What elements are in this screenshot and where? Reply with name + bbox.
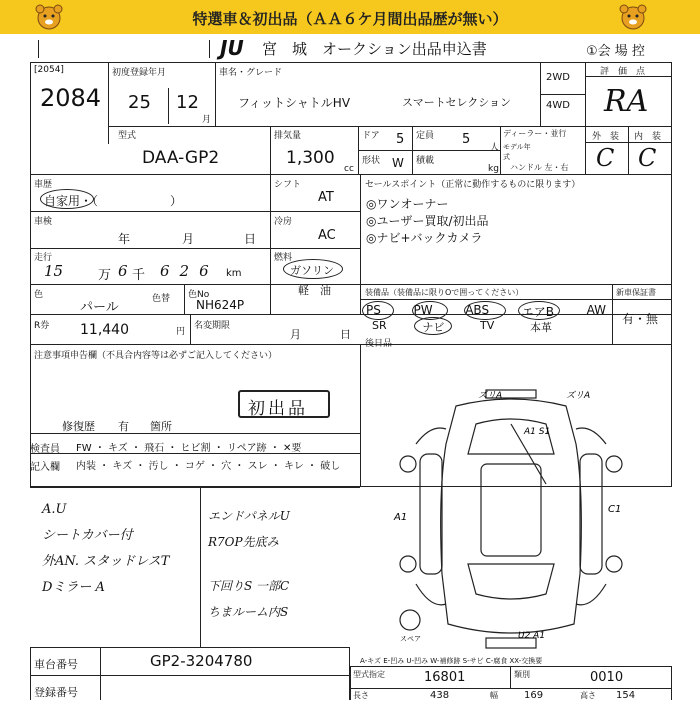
model-year-label: モデル年式 <box>503 143 531 161</box>
entry-label: 記入欄 <box>30 462 60 473</box>
mark-roof: A1 S1 <box>524 427 551 437</box>
equipment-label: 装備品（装備品に限りOで囲ってください） <box>365 288 524 297</box>
equipment-row-2 <box>372 319 552 335</box>
history-label: 車歴 <box>34 180 53 190</box>
int-label: 内 装 <box>634 132 662 142</box>
model-designation: 16801 <box>424 670 466 685</box>
mileage-rest: 626 <box>160 262 219 280</box>
shape-label: 形状 <box>362 156 381 166</box>
tax-expiry-month: 月 <box>290 328 301 341</box>
car-name: フィットシャトルHV <box>238 96 351 110</box>
tax-unit: 円 <box>176 327 186 337</box>
equipment-airbag: エアB <box>521 305 554 319</box>
mileage-label: 走行 <box>34 253 53 263</box>
chassis-number: GP2-3204780 <box>150 652 253 670</box>
handwritten-left <box>42 497 169 601</box>
seats: 5 <box>462 132 471 147</box>
fuel-diesel: 軽 油 <box>298 284 331 297</box>
equipment-sr: SR <box>372 319 387 332</box>
equipment-circle <box>414 317 452 335</box>
hand-note: エンドパネルU <box>208 509 290 523</box>
inspection-label: 車検 <box>34 217 53 227</box>
shift-label: シフト <box>274 180 302 190</box>
length-value: 438 <box>430 690 450 701</box>
equipment-tv: TV <box>480 319 495 332</box>
inspection-month: 月 <box>182 232 195 246</box>
new-parts-label: 新車保証書 <box>616 288 656 297</box>
brand-logo: JU <box>220 36 244 60</box>
class-number-label: 類別 <box>514 670 530 679</box>
displacement-unit: cc <box>344 164 354 174</box>
repair-unit: 箇所 <box>150 420 172 433</box>
handwritten-right <box>208 503 290 625</box>
sales-points-label: セールスポイント（正常に動作するものに限ります） <box>365 180 581 190</box>
equipment-circle <box>518 301 560 320</box>
car-name-label: 車名・グレード <box>219 68 283 78</box>
banner-title: 特選車＆初出品（ＡＡ６ケ月間出品歴が無い） <box>192 10 508 28</box>
grade-score: RA <box>604 84 649 119</box>
ext-label: 外 装 <box>592 132 620 142</box>
equipment-navi: ナビ <box>422 321 445 334</box>
mark-front-right: ズリA <box>566 391 591 401</box>
handle-label: ハンドル 左・右 <box>510 163 569 172</box>
color-change-label: 色替 <box>152 294 171 304</box>
drive-4wd: 4WD <box>546 100 570 111</box>
hand-note: Dミラー A <box>42 580 105 595</box>
checker-row: FW ・ キズ ・ 飛石 ・ ヒビ割 ・ リペア跡 ・ ✕要 <box>76 443 302 454</box>
tax-expiry-day: 日 <box>340 328 351 341</box>
displacement-label: 排気量 <box>274 131 302 141</box>
equipment-leather: 本革 <box>530 321 552 334</box>
hand-note: シートカバー付 <box>42 528 133 543</box>
session-mark: ①会 場 控 <box>586 44 645 59</box>
equipment-ps: PS <box>366 303 381 317</box>
mileage-sen-digit: 6 <box>118 262 128 280</box>
model-code: DAA-GP2 <box>142 148 220 168</box>
reg-month: 12 <box>176 92 199 113</box>
chassis-label: 車台番号 <box>34 658 78 671</box>
mileage-sen: 千 <box>132 268 146 283</box>
history-value: 自家用・（ ） <box>44 194 183 208</box>
mark-spare: スペア <box>400 635 421 643</box>
equipment-circle <box>362 301 394 320</box>
color-code: NH624P <box>196 298 245 312</box>
tax-expiry-label: 名変期限 <box>194 321 231 331</box>
model-designation-label: 型式指定 <box>353 670 385 679</box>
doors: 5 <box>396 132 405 147</box>
new-parts-value: 有・無 <box>622 312 659 326</box>
mark-right: C1 <box>608 504 622 515</box>
equipment-circle <box>464 301 506 320</box>
history-circle <box>40 189 94 209</box>
seats-label: 定員 <box>416 131 435 141</box>
width-label: 幅 <box>490 691 498 700</box>
mileage-man-digits: 15 <box>44 262 64 280</box>
car-damage-diagram <box>386 384 636 660</box>
shift-value: AT <box>318 190 334 205</box>
height-label: 高さ <box>580 691 596 700</box>
seats-unit: 人 <box>490 143 500 153</box>
mileage-man: 万 <box>98 268 112 283</box>
shape: W <box>392 156 404 170</box>
fuel-gas: ガソリン <box>290 264 334 277</box>
sales-points-list <box>366 196 489 247</box>
color-label: 色 <box>34 290 44 300</box>
int-grade: C <box>638 144 657 172</box>
hand-note: 外AN. スタッドレスT <box>42 554 170 569</box>
reg-label: 初度登録年月 <box>112 68 167 78</box>
hand-note: 下回りS 一部C <box>208 579 290 593</box>
equipment-pw: PW <box>413 303 433 317</box>
reg-month-unit: 月 <box>202 115 212 125</box>
aircon-value: AC <box>318 228 336 243</box>
load-unit: kg <box>488 164 499 174</box>
stamp-text: 初出品 <box>248 399 308 419</box>
doors-label: ドア <box>362 131 380 141</box>
sales-point-item: ◎ナビ+バックカメラ <box>366 231 483 245</box>
color-code-label: 色No <box>188 290 210 300</box>
inspection-day: 日 <box>244 232 257 246</box>
sales-point-item: ◎ユーザー買取/初出品 <box>366 214 489 228</box>
width-value: 169 <box>524 690 544 701</box>
length-label: 長さ <box>353 691 369 700</box>
mark-front-left: ズリA <box>478 391 503 401</box>
height-value: 154 <box>616 690 636 701</box>
drive-2wd: 2WD <box>546 72 570 83</box>
mileage-unit: km <box>226 268 242 279</box>
hand-note: A.U <box>42 502 67 517</box>
fuel-label: 燃料 <box>274 253 293 263</box>
color-value: パール <box>80 300 119 315</box>
equipment-abs: ABS <box>465 303 490 317</box>
form-title: 宮 城 オークション出品申込書 <box>262 40 487 58</box>
registration-label: 登録番号 <box>34 686 78 699</box>
mark-left: A1 <box>394 512 408 523</box>
grade-label: 評 価 点 <box>600 67 646 77</box>
after-label: 後日品 <box>365 339 393 349</box>
hand-note: ちまルーム内S <box>208 605 289 619</box>
checker-label: 検査員 <box>30 444 60 455</box>
model-label: 型式 <box>118 131 137 141</box>
inspection-year: 年 <box>118 232 131 246</box>
sales-point-item: ◎ワンオーナー <box>366 197 449 211</box>
repair-label: 修復歴 <box>62 420 95 433</box>
repair-value: 有 <box>118 420 129 433</box>
lot-code: [2054] <box>34 65 64 75</box>
dealer-label: ディーラー・並行 <box>503 129 567 138</box>
aircon-label: 冷房 <box>274 217 293 227</box>
damage-legend: A-キズ E-凹み U-凹み W-補修跡 S-サビ C-腐食 XX-交換要 <box>360 657 543 665</box>
load-label: 積載 <box>416 156 435 166</box>
equipment-aw: AW <box>586 303 606 317</box>
displacement: 1,300 <box>286 148 335 168</box>
top-left-marks <box>38 40 210 58</box>
reg-year: 25 <box>128 92 151 113</box>
entry-row: 内装 ・ キズ ・ 汚し ・ コゲ ・ 穴 ・ スレ ・ キレ ・ 破し <box>76 461 341 472</box>
car-grade: スマートセレクション <box>402 96 512 109</box>
ext-grade: C <box>596 144 615 172</box>
lot-number: 2084 <box>40 84 102 112</box>
notes-label: 注意事項申告欄（不具合内容等は必ずご記入してください） <box>34 351 278 361</box>
class-number: 0010 <box>590 670 624 685</box>
tax-value: 11,440 <box>80 322 129 338</box>
mark-rear: U2 A1 <box>518 631 546 641</box>
fuel-circle <box>283 259 343 279</box>
tax-label: R券 <box>34 321 50 331</box>
hand-note: R7OP先底み <box>208 535 279 549</box>
